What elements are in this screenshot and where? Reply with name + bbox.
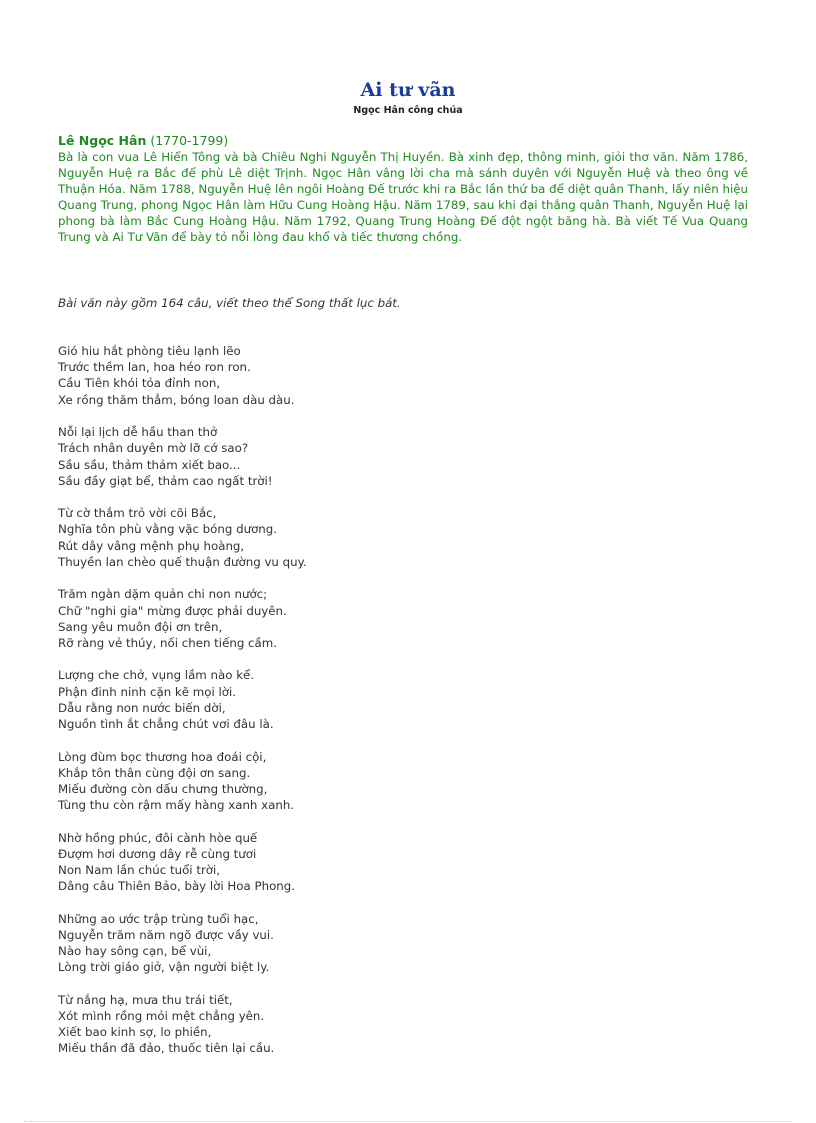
poem-body [58,343,758,1073]
poem-stanza [58,830,758,895]
poem-line: Lòng đùm bọc thương hoa đoái cội, [58,749,267,764]
author-bio-text: Bà là con vua Lê Hiển Tông và bà Chiêu Nghi Nguyễn Thị Huyền. Bà xinh đẹp, thông minh, giỏi thơ văn. Năm 1786, Nguyễn Huệ ra Bắc để phù Lê diệt Trịnh. Ngọc Hân vâng lời cha mà sánh duyên với Nguyễn Huệ và theo ông về Thuận Hóa. Năm 1788, Nguyễn Huệ lên ngôi Hoàng Đế trước khi ra Bắc lần thứ ba để diệt quân Thanh, lấy niên hiệu Quang Trung, phong Ngọc Hân làm Hữu Cung Hoàng Hậu. Năm 1789, sau khi đại thắng quân Thanh, Nguyễn Huệ lại phong bà làm Bắc Cung Hoàng Hậu. Năm 1792, Quang Trung Hoàng Đế đột ngột băng hà. Bà viết Tế Vua Quang Trung và Ai Tư Vãn để bày tỏ nỗi lòng đau khổ và tiếc thương chồng. [58,150,748,245]
poem-line: Nguồn tình ắt chẳng chút vơi đâu là. [58,717,274,732]
poem-line: Từ cờ thắm trỏ vời cõi Bắc, [58,506,217,521]
poem-line: Trăm ngàn dặm quản chi non nước; [58,587,268,602]
poem-line: Nỗi lại lịch dễ hầu than thở [58,425,218,440]
poem-stanza [58,343,758,408]
poem-line: Thuyền lan chèo quế thuận đường vu quy. [58,554,307,569]
poem-stanza [58,667,758,732]
poem-line: Sầu đầy giạt bể, thảm cao ngất trời! [58,473,273,488]
poem-line: Chữ "nghi gia" mừng được phải duyên. [58,603,287,618]
poem-stanza [58,992,758,1057]
poem-stanza [58,424,758,489]
poem-line: Miếu thần đã đảo, thuốc tiên lại cầu. [58,1041,275,1056]
poem-line: Dâng câu Thiên Bảo, bày lời Hoa Phong. [58,879,296,894]
poem-intro: Bài văn này gồm 164 câu, viết theo thể Song thất lục bát. [58,296,401,310]
poem-line: Lượng che chở, vụng lầm nào kể. [58,668,255,683]
poem-line: Nào hay sông cạn, bể vùi, [58,944,212,959]
poem-line: Những ao ước trập trùng tuổi hạc, [58,911,259,926]
poem-line: Đượm hơi dương dây rễ cùng tươi [58,846,257,861]
poem-line: Xe rồng thăm thẳm, bóng loan dàu dàu. [58,392,295,407]
poem-line: Rỡ ràng vẻ thúy, nối chen tiếng cầm. [58,635,278,650]
poem-line: Non Nam lần chúc tuổi trời, [58,863,221,878]
poem-line: Phận đinh ninh cặn kẽ mọi lời. [58,684,237,699]
poem-line: Khắp tôn thân cùng đội ơn sang. [58,765,251,780]
poem-stanza [58,505,758,570]
page-subtitle: Ngọc Hân công chúa [353,105,463,116]
poem-line: Từ nắng hạ, mưa thu trái tiết, [58,992,233,1007]
poem-line: Sầu sầu, thảm thảm xiết bao... [58,457,241,472]
poem-line: Nhờ hồng phúc, đôi cành hòe quế [58,830,258,845]
poem-line: Gió hiu hắt phòng tiêu lạnh lẽo [58,344,241,358]
page-divider [24,1121,792,1122]
author-heading [58,132,748,149]
poem-line: Trách nhân duyên mờ lỡ cớ sao? [58,441,249,456]
poem-line: Xiết bao kinh sợ, lo phiền, [58,1025,212,1040]
poem-line: Cầu Tiên khói tỏa đỉnh non, [58,376,221,391]
author-bio [58,132,748,246]
poem-stanza [58,911,758,976]
poem-line: Trước thềm lan, hoa héo ron ron. [58,360,251,375]
poem-stanza [58,586,758,651]
poem-line: Sang yêu muôn đội ơn trên, [58,619,223,634]
poem-line: Nghĩa tôn phù vằng vặc bóng dương. [58,522,277,537]
poem-line: Xót mình rồng mỏi mệt chẳng yên. [58,1009,265,1024]
author-years: (1770-1799) [150,133,229,148]
poem-line: Tùng thu còn rậm mấy hàng xanh xanh. [58,798,295,813]
author-name: Lê Ngọc Hân [58,133,147,148]
poem-line: Nguyễn trăm năm ngõ được vầy vui. [58,927,274,942]
poem-line: Dẫu rằng non nước biến dời, [58,700,226,715]
poem-line: Rút dây vâng mệnh phụ hoàng, [58,538,245,553]
poem-line: Lòng trời giáo giở, vận người biệt ly. [58,960,270,975]
poem-line: Miếu đường còn dấu chưng thường, [58,781,268,796]
page-title: Ai tư vãn [360,79,456,101]
poem-stanza [58,749,758,814]
